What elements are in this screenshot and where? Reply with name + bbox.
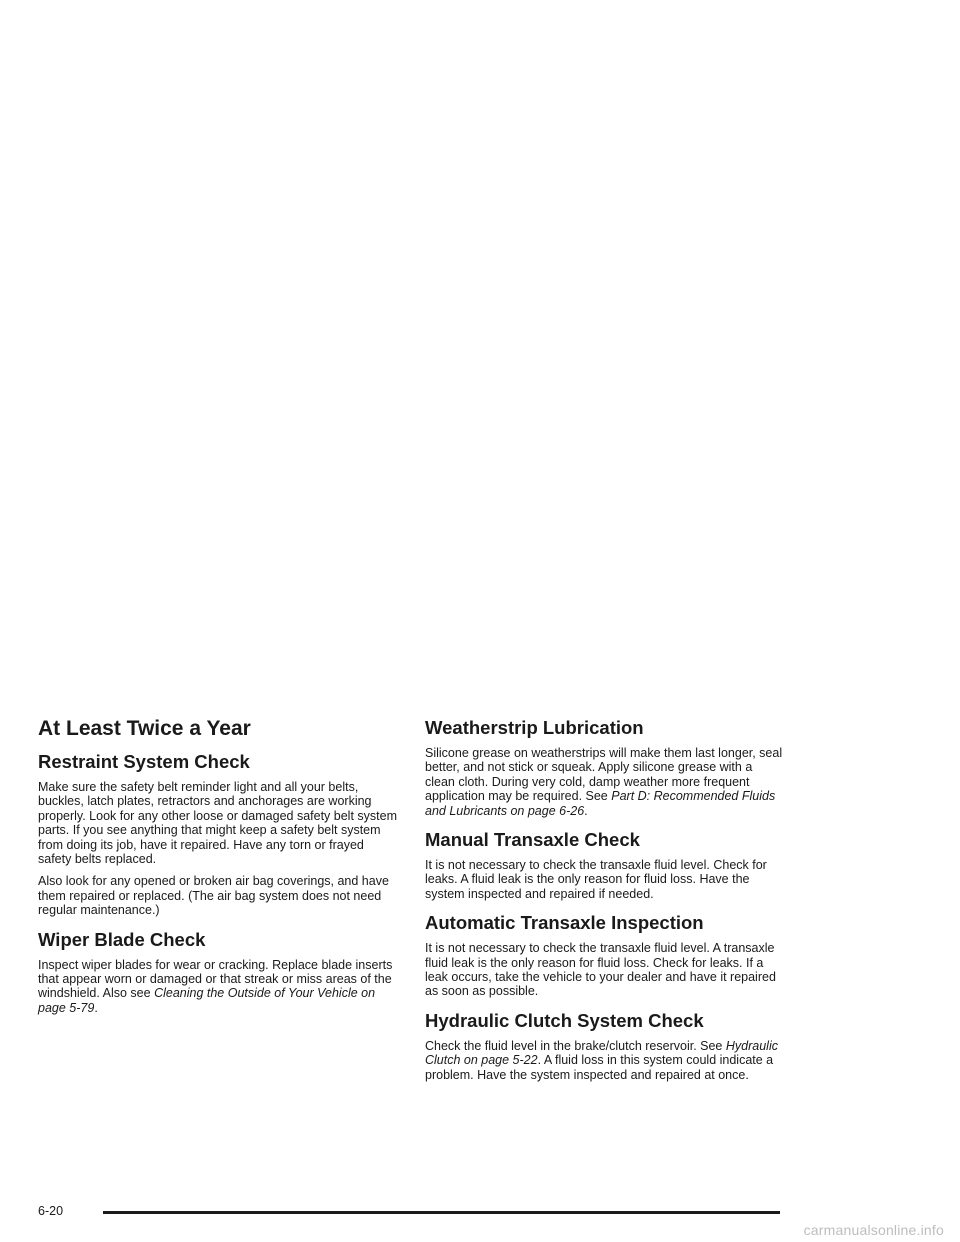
wiper-section [38, 928, 398, 1016]
hydraulic-text-2: . A fluid loss in this system could indicate a problem. Have the system inspected and repaired at once. [425, 1053, 774, 1082]
right-column [425, 716, 785, 1092]
weatherstrip-end: . [584, 803, 588, 818]
manual-transaxle-heading: Manual Transaxle Check [425, 829, 640, 851]
automatic-transaxle-paragraph: It is not necessary to check the transaxle fluid level. A transaxle fluid leak is the only reason for fluid loss. Check for leaks. If a leak occurs, take the vehicle to your dealer and have it repaired as soon as possible. [425, 941, 776, 999]
automatic-transaxle-section [425, 911, 785, 999]
weatherstrip-heading: Weatherstrip Lubrication [425, 717, 644, 738]
weatherstrip-text: Silicone grease on weatherstrips will make them last longer, seal better, and not stick or squeak. Apply silicone grease with a clean cloth. During very cold, damp weather more frequent application may be required. See [425, 746, 783, 804]
restraint-heading: Restraint System Check [38, 751, 250, 772]
section-title: At Least Twice a Year [38, 717, 251, 740]
hydraulic-clutch-heading: Hydraulic Clutch System Check [425, 1009, 704, 1031]
restraint-paragraph-2: Also look for any opened or broken air bag coverings, and have them repaired or replaced. (The air bag system does not need regular maintenance.) [38, 874, 389, 918]
manual-transaxle-section [425, 828, 785, 901]
wiper-text: Inspect wiper blades for wear or cracking. Replace blade inserts that appear worn or damaged or that streak or miss areas of the windshield. Also see [38, 957, 393, 1001]
hydraulic-text-1: Check the fluid level in the brake/clutch reservoir. See [425, 1038, 723, 1053]
manual-transaxle-paragraph: It is not necessary to check the transaxle fluid level. Check for leaks. A fluid leak is the only reason for fluid loss. Have the system inspected and repaired if needed. [425, 858, 767, 901]
weatherstrip-paragraph [425, 746, 785, 818]
weatherstrip-section [425, 716, 785, 818]
watermark: carmanualsonline.info [803, 1222, 944, 1238]
wiper-end: . [94, 1000, 98, 1015]
wiper-heading: Wiper Blade Check [38, 928, 206, 950]
wiper-paragraph [38, 958, 398, 1016]
restraint-paragraph-1: Make sure the safety belt reminder light and all your belts, buckles, latch plates, retractors and anchorages are working properly. Look for any other loose or damaged safety belt system parts. If you see anything that might keep a safety belt system from doing its job, have it repaired. Have any torn or frayed safety belts replaced. [38, 780, 397, 867]
left-column [38, 716, 398, 1025]
automatic-transaxle-heading: Automatic Transaxle Inspection [425, 912, 704, 934]
hydraulic-clutch-paragraph [425, 1039, 785, 1082]
wiper-reference-link[interactable]: Cleaning the Outside of Your Vehicle on page 5-79 [38, 986, 376, 1015]
restraint-section [38, 750, 398, 918]
weatherstrip-reference-link[interactable]: Part D: Recommended Fluids and Lubricants on page 6-26 [425, 789, 776, 818]
hydraulic-reference-link[interactable]: Hydraulic Clutch on page 5-22 [425, 1038, 778, 1068]
footer-rule [103, 1211, 780, 1214]
hydraulic-clutch-section [425, 1009, 785, 1082]
page-number: 6-20 [38, 1204, 64, 1218]
